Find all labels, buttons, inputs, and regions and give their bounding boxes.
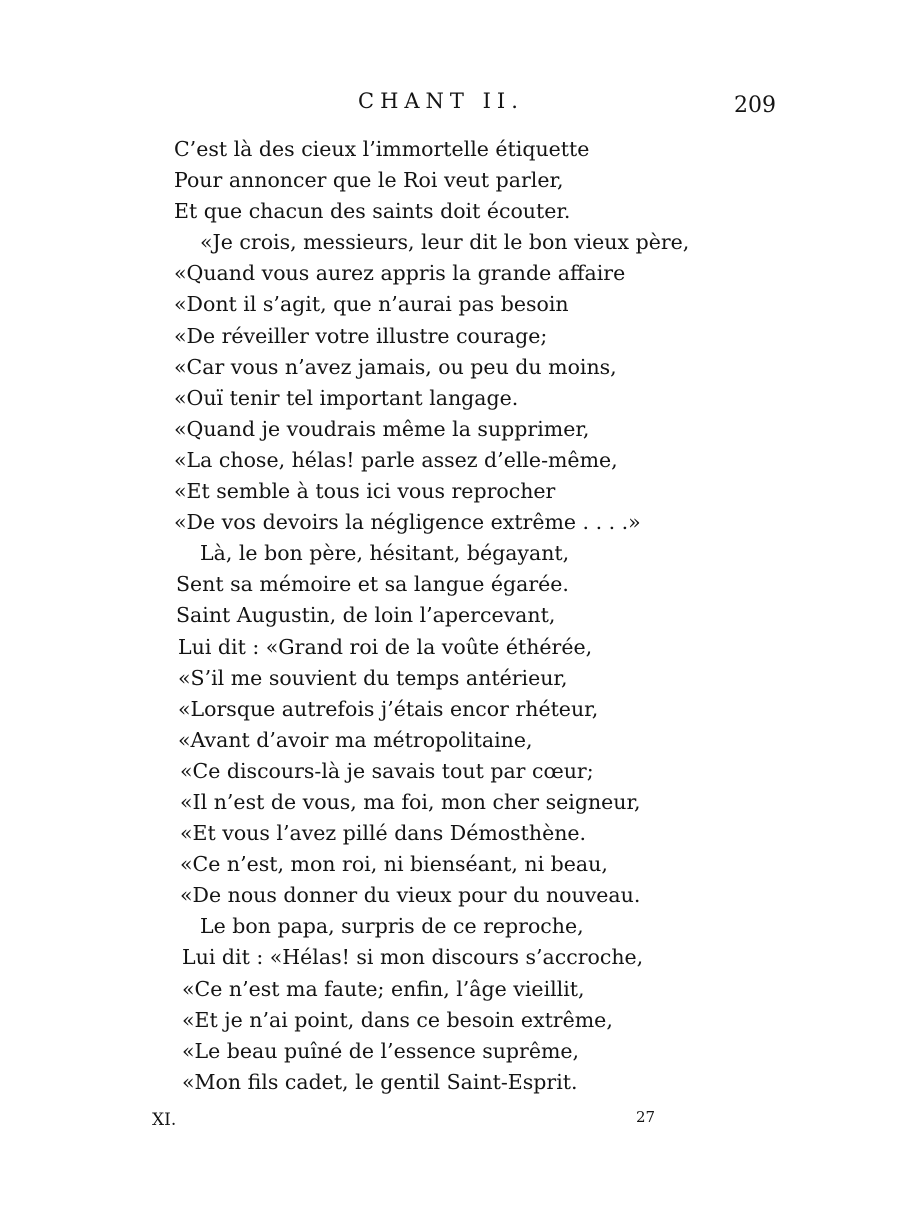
verse-line: «Lorsque autrefois j’étais encor rhéteur, xyxy=(178,696,599,721)
verse-line: Et que chacun des saints doit écouter. xyxy=(174,199,571,224)
verse-line: «Quand je voudrais même la supprimer, xyxy=(174,416,590,441)
verse-line: Lui dit : «Grand roi de la voûte éthérée, xyxy=(178,634,593,659)
verse-line: «Ce discours-là je savais tout par cœur; xyxy=(180,758,594,783)
verse-line: «Le beau puîné de l’essence suprême, xyxy=(182,1038,580,1063)
verse-line: «Et je n’ai point, dans ce besoin extrême, xyxy=(182,1007,613,1032)
running-head-title: CHANT II. xyxy=(358,89,524,113)
verse-line: «Je crois, messieurs, leur dit le bon vieux père, xyxy=(200,230,690,255)
verse-line: «Ce n’est, mon roi, ni bienséant, ni beau, xyxy=(180,852,608,877)
verse-line: Pour annoncer que le Roi veut parler, xyxy=(174,168,564,193)
signature-mark-right: 27 xyxy=(636,1108,656,1126)
verse-line: Saint Augustin, de loin l’apercevant, xyxy=(176,603,556,628)
page-number: 209 xyxy=(734,93,776,118)
verse-block xyxy=(174,134,689,1098)
verse-line: Lui dit : «Hélas! si mon discours s’accroche, xyxy=(182,945,644,970)
verse-line: «De réveiller votre illustre courage; xyxy=(174,323,548,348)
verse-line: Là, le bon père, hésitant, bégayant, xyxy=(200,541,570,566)
verse-line: Sent sa mémoire et sa langue égarée. xyxy=(176,572,569,597)
verse-line: «S’il me souvient du temps antérieur, xyxy=(178,665,568,690)
verse-line: «Il n’est de vous, ma foi, mon cher seigneur, xyxy=(180,789,641,814)
verse-line: «Ce n’est ma faute; enfin, l’âge vieillit, xyxy=(182,976,585,1001)
verse-line: «Et semble à tous ici vous reprocher xyxy=(174,479,556,504)
verse-line: C’est là des cieux l’immortelle étiquette xyxy=(174,137,590,161)
verse-line: «Mon fils cadet, le gentil Saint-Esprit. xyxy=(182,1069,578,1094)
verse-line: «Et vous l’avez pillé dans Démosthène. xyxy=(180,821,587,846)
verse-line: «Quand vous aurez appris la grande affaire xyxy=(174,261,626,286)
verse-line: «Car vous n’avez jamais, ou peu du moins, xyxy=(174,354,617,379)
verse-line: «Ouï tenir tel important langage. xyxy=(174,385,519,410)
verse-line: «Avant d’avoir ma métropolitaine, xyxy=(178,727,533,752)
verse-line: «La chose, hélas! parle assez d’elle-même, xyxy=(174,447,618,472)
verse-line: «De nous donner du vieux pour du nouveau. xyxy=(180,883,641,908)
verse-line: «De vos devoirs la négligence extrême . . . .» xyxy=(174,510,641,535)
verse-line: Le bon papa, surpris de ce reproche, xyxy=(200,914,584,939)
verse-line: «Dont il s’agit, que n’aurai pas besoin xyxy=(174,292,569,317)
signature-mark-left: XI. xyxy=(152,1110,177,1130)
